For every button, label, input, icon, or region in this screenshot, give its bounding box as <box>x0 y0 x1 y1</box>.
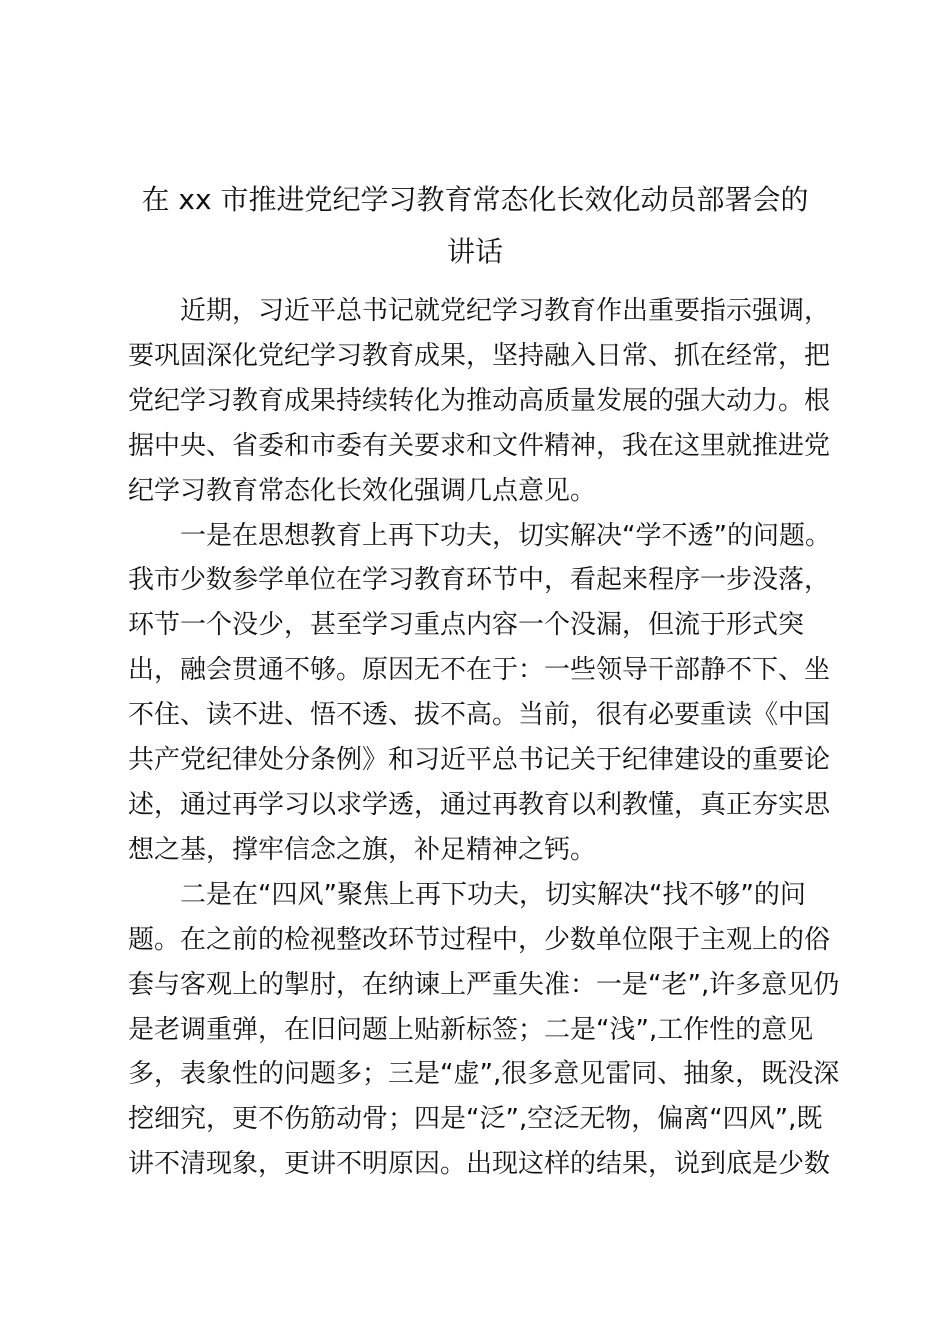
text-line: 想之基，撑牢信念之旗，补足精神之钙。 <box>128 834 597 865</box>
text-line: 二是在“四风”聚焦上再下功夫，切实解决“找不够”的问 <box>180 879 806 910</box>
text-line: 述，通过再学习以求学透，通过再教育以利教懂，真正夯实思 <box>128 789 831 820</box>
text-line: 共产党纪律处分条例》和习近平总书记关于纪律建设的重要论 <box>128 745 831 776</box>
title-line: 在 xx 市推进党纪学习教育常态化长效化动员部署会的 <box>141 183 809 216</box>
text-line: 讲不清现象，更讲不明原因。出现这样的结果，说到底是少数 <box>128 1149 831 1180</box>
document-body <box>128 289 838 1187</box>
text-line: 据中央、省委和市委有关要求和文件精神，我在这里就推进党 <box>128 430 831 461</box>
text-line: 党纪学习教育成果持续转化为推动高质量发展的强大动力。根 <box>128 385 831 416</box>
text-line: 出，融会贯通不够。原因无不在于：一些领导干部静不下、坐 <box>128 655 831 686</box>
text-line: 一是在思想教育上再下功夫，切实解决“学不透”的问题。 <box>180 520 831 551</box>
document-title <box>120 174 830 278</box>
text-line: 题。在之前的检视整改环节过程中，少数单位限于主观上的俗 <box>128 924 831 955</box>
text-line: 不住、读不进、悟不透、拔不高。当前，很有必要重读《中国 <box>128 700 831 731</box>
text-line: 我市少数参学单位在学习教育环节中，看起来程序一步没落， <box>128 565 831 596</box>
paragraph-point-two <box>128 873 838 1187</box>
paragraph-point-one <box>128 514 838 873</box>
text-line: 是老调重弹，在旧问题上贴新标签；二是“浅”,工作性的意见 <box>128 1014 814 1045</box>
text-line: 多，表象性的问题多；三是“虚”,很多意见雷同、抽象，既没深 <box>128 1059 840 1090</box>
paragraph-intro <box>128 289 838 514</box>
title-line: 讲话 <box>446 235 503 268</box>
text-line: 挖细究，更不伤筋动骨；四是“泛”,空泛无物，偏离“四风”,既 <box>128 1104 823 1135</box>
text-line: 纪学习教育常态化长效化强调几点意见。 <box>128 475 597 506</box>
text-line: 环节一个没少，甚至学习重点内容一个没漏，但流于形式突 <box>128 610 805 641</box>
text-line: 近期，习近平总书记就党纪学习教育作出重要指示强调， <box>180 296 831 326</box>
text-line: 套与客观上的掣肘，在纳谏上严重失准：一是“老”,许多意见仍 <box>128 969 840 1000</box>
text-line: 要巩固深化党纪学习教育成果，坚持融入日常、抓在经常，把 <box>128 340 831 371</box>
